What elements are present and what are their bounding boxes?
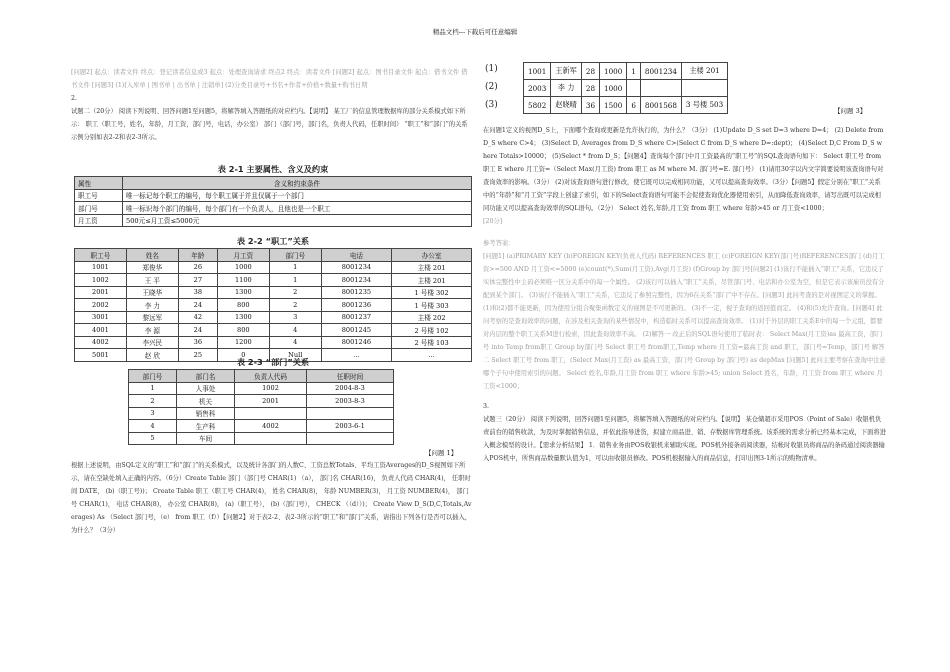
table-2-1-caption: 表 2-1 主要属性、含义及约束 — [217, 164, 329, 174]
table-header-cell: 办公室 — [392, 249, 472, 262]
table-body — [75, 261, 472, 361]
table-cell: 1001 — [75, 261, 127, 274]
table-cell: 8001568 — [640, 97, 681, 114]
table-header-row — [129, 370, 394, 383]
table-cell: 主楼 201 — [681, 63, 727, 80]
insert-rows-table — [523, 62, 728, 114]
table-row — [75, 274, 472, 287]
table-cell: 王新军 — [551, 63, 582, 80]
table-cell — [307, 432, 394, 445]
table-cell: 2001 — [75, 286, 127, 299]
table-cell: 5001 — [75, 349, 127, 362]
table-cell: 28 — [581, 63, 599, 80]
table-cell: 8001235 — [321, 286, 391, 299]
section-number: 2. — [71, 95, 78, 102]
table-2-3 — [128, 369, 394, 445]
table-cell: 2003-8-3 — [307, 395, 394, 408]
table-cell: 月工资 — [75, 214, 123, 227]
table-cell: 4 — [269, 324, 321, 337]
table-cell: 3 — [129, 407, 177, 420]
table-cell: 4002 — [75, 336, 127, 349]
row-label: (3) — [485, 100, 498, 110]
table-cell: 4001 — [75, 324, 127, 337]
table-cell: 3001 — [75, 311, 127, 324]
table-cell: 1000 — [217, 261, 269, 274]
table-row — [129, 395, 394, 408]
table-cell: 1001 — [524, 63, 551, 80]
question3-5-tail: [20分] — [483, 218, 503, 225]
table-row — [75, 214, 472, 227]
table-cell: 1100 — [217, 274, 269, 287]
right-column — [483, 124, 886, 572]
table-cell: 28 — [581, 80, 599, 97]
page-header: 精品文档---下载后可任意编辑 — [432, 28, 518, 36]
table-cell: 李 源 — [126, 324, 178, 337]
table-cell: 3 — [269, 311, 321, 324]
table-cell: 主楼 202 — [392, 311, 472, 324]
table-cell: 李兴民 — [126, 336, 178, 349]
table-cell: 机关 — [177, 395, 235, 408]
table-row — [129, 407, 394, 420]
table-cell: Null — [269, 349, 321, 362]
table-cell: 主楼 201 — [392, 274, 472, 287]
table-cell: 1000 — [600, 63, 627, 80]
table-cell: 36 — [581, 97, 599, 114]
table-row — [75, 286, 472, 299]
table-cell: 李 力 — [551, 80, 582, 97]
table-header-cell: 含义和约束条件 — [123, 177, 472, 190]
table-cell: 2003-6-1 — [307, 420, 394, 433]
table-cell: 3 号楼 503 — [681, 97, 727, 114]
table-2-2-caption: 表 2-2 “职工”关系 — [236, 236, 310, 246]
table-header-cell: 姓名 — [126, 249, 178, 262]
table-cell: 500元≤月工资≤5000元 — [123, 214, 472, 227]
table-cell — [235, 432, 307, 445]
table-cell — [307, 407, 394, 420]
question2-sql-text: 根据上述说明，由SQL定义的“职工”和“部门”的关系模式，以及统计各部门的人数C、工资总数Totals、平均工资Averages的D_S视图如下所示，请在空缺处填入正确的内容。（6分）Create Table 部门（部门号 CHAR(1) （a）， 部门名 CHAR(16)， 负责人代码 CHAR(4)， 任职时间 DATE， (b)（职工号))； Create Table 职工（职工号 CHAR(4)， 姓名 CHAR(8)， 年龄 NUMBER(3)， 月工资 NUMBER(4)， 部门号 CHAR(1)， 电话 CHAR(8)， 办公室 CHAR(8)， (a)（职工号）， (b)（部门号）， CHECK （（d））)； Create View D_S(D,C,Totals,Averages) As （Select 部门号，（e） from 职工（f））【问题2】对于表2-2、表2-3所示的“职工”和“部门”关系，请指出下列各行是否可以插入，为什么？（3分） — [71, 462, 472, 534]
table-cell: 郑俊华 — [126, 261, 178, 274]
table-cell: 1200 — [217, 336, 269, 349]
question1-tag: 【问题 1】 — [425, 449, 458, 457]
table-cell: 8001236 — [321, 299, 391, 312]
row-label: (2) — [485, 82, 498, 92]
table-row — [75, 311, 472, 324]
table-header-cell: 电话 — [321, 249, 391, 262]
table-cell: ... — [321, 349, 391, 362]
table-cell: 主楼 201 — [392, 261, 472, 274]
table-cell: 部门号 — [75, 202, 123, 215]
table-cell — [640, 80, 681, 97]
table-cell: 1300 — [217, 311, 269, 324]
table-body — [129, 382, 394, 445]
table-header-cell: 任职时间 — [307, 370, 394, 383]
question2-intro: 试题二（20分） 阅读下列说明、回答问题1至问题5，将解答填入答题纸的对应栏内。【说明】 某工厂的信息管理数据库的部分关系模式如下所示： 职工（职工号，姓名，年龄，月工资，部门号，电话，办公室） 部门（部门号，部门名，负责人代码，任职时间） “职工”和“部门”的关系示例分别如表2-2和表2-3所示。 — [71, 108, 468, 141]
table-cell: 黎远军 — [126, 311, 178, 324]
table-cell: 2 — [269, 286, 321, 299]
table-cell: 4 — [129, 420, 177, 433]
table-cell: 2 号楼 103 — [392, 336, 472, 349]
table-cell: 1500 — [600, 97, 627, 114]
table-cell: 8001246 — [321, 336, 391, 349]
table-header-cell: 部门名 — [177, 370, 235, 383]
table-header-cell: 月工资 — [217, 249, 269, 262]
table-row — [75, 324, 472, 337]
table-cell: 8001237 — [321, 311, 391, 324]
table-cell: 8001245 — [321, 324, 391, 337]
table-cell: 5 — [129, 432, 177, 445]
table-cell: 1 — [129, 382, 177, 395]
table-header-cell: 职工号 — [75, 249, 127, 262]
question3-5-text: 在问题1定义的视图D_S上，下面哪个查询或更新是允许执行的，为什么？（3分） (1)Update D_S set D=3 where D=4； (2) Delete from D_S where C>4； (3)Select D, Averages from D_S where C>(Select C from D_S where D=:dept)； (4)Select D,C From D_S where Totals>10000； (5)Select * from D_S；【问题4】查询每个部门中月工资最高的“职工号”的SQL查询语句如下： Select 职工号 from 职工 E where 月工资=（Select Max(月工资) from 职工 as M where M. 部门号=E. 部门号） (1)请用30字以内文字简要说明该查询语句对查询效率的影响。（3分） (2)对该查询语句进行修改，使它既可以完成相同功能，又可以提高查询效率。（3分）【问题5】假定分别在“职工”关系中的“年龄”和“月工资”字段上创建了索引，如下的Select查询语句可能不会促使查询优化器使用索引，从而降低查询效率，请写出既可以完成相同功能又可以提高查询效率的SQL语句。（2分） Select 姓名,年龄,月工资 from 职工 where 年龄>45 or 月工资<1000； — [483, 127, 884, 212]
table-cell: 36 — [178, 336, 217, 349]
table-cell: 25 — [178, 349, 217, 362]
table-row — [75, 336, 472, 349]
table-cell: 唯一标识每个部门的编号，每个部门有一个负责人，且他也是一个职工 — [123, 202, 472, 215]
question3-intro: 试题三（20分） 阅读下列说明，回答问题1至问题5，将解答填入答题纸的对应栏内。【说明】 某仓储超市采用POS（Point of Sale）收银机负责前台的销售收款，为及时掌握销售信息，并依此指导进货，拟建立商品进、销、存数据库管理系统。该系统的需求分析已经基本完成，下面将进入概念模型的设计。【需求分析结果】 1．销售业务由POS收银机来辅助实现。POS机外接条码阅读器，结帐时收银员将商品的条码通过阅读器输入POS机中，所售商品数量默认值为1，可以由收银员修改。POS机根据输入的商品信息，打印出图3-1所示的购物清单。 — [483, 416, 886, 462]
table-cell: 李 力 — [126, 299, 178, 312]
table-row — [524, 97, 728, 114]
table-header-row — [75, 177, 472, 190]
table-cell: 8001234 — [640, 63, 681, 80]
table-cell: 1000 — [600, 80, 627, 97]
table-cell: 唯一标记每个职工的编号，每个职工属于并且仅属于一个部门 — [123, 189, 472, 202]
table-cell: 销售科 — [177, 407, 235, 420]
table-row — [75, 189, 472, 202]
table-row — [75, 299, 472, 312]
table-cell: 4 — [269, 336, 321, 349]
table-cell — [627, 80, 641, 97]
table-cell: 800 — [217, 324, 269, 337]
row-label: (1) — [485, 64, 498, 74]
table-cell: 生产科 — [177, 420, 235, 433]
table-row — [129, 382, 394, 395]
table-cell: 5802 — [524, 97, 551, 114]
table-row — [129, 432, 394, 445]
table-cell: 1 — [627, 63, 641, 80]
table-cell: 2 — [129, 395, 177, 408]
table-cell: 2 号楼 102 — [392, 324, 472, 337]
table-header-row — [75, 249, 472, 262]
table-cell: 2004-8-3 — [307, 382, 394, 395]
table-cell: 38 — [178, 286, 217, 299]
table-cell: 1 号楼 303 — [392, 299, 472, 312]
answer-title: 参考答案： — [483, 240, 515, 247]
table-2-1 — [74, 176, 472, 227]
table-cell: 1300 — [217, 286, 269, 299]
table-cell: 42 — [178, 311, 217, 324]
table-cell: 王晓华 — [126, 286, 178, 299]
section-number: 3. — [483, 403, 490, 410]
table-cell — [681, 80, 727, 97]
table-2-3-caption: 表 2-3 “部门”关系 — [236, 357, 310, 367]
table-cell: 800 — [217, 299, 269, 312]
table-cell: 1002 — [235, 382, 307, 395]
table-cell: 1 号楼 302 — [392, 286, 472, 299]
table-cell: 车间 — [177, 432, 235, 445]
table-row — [75, 261, 472, 274]
table-cell: ... — [392, 349, 472, 362]
question2-body — [71, 459, 473, 589]
table-cell: 6 — [627, 97, 641, 114]
table-2-2 — [74, 248, 472, 362]
table-cell: 王 平 — [126, 274, 178, 287]
table-cell — [235, 407, 307, 420]
table-cell: 2002 — [75, 299, 127, 312]
table-cell: 人事处 — [177, 382, 235, 395]
table-header-cell: 部门号 — [269, 249, 321, 262]
table-cell: 0 — [217, 349, 269, 362]
table-header-cell: 属性 — [75, 177, 123, 190]
table-cell: 赵 欣 — [126, 349, 178, 362]
table-cell: 8001234 — [321, 274, 391, 287]
table-cell: 24 — [178, 324, 217, 337]
table-header-cell: 部门号 — [129, 370, 177, 383]
table-body — [524, 63, 728, 114]
table-cell: 24 — [178, 299, 217, 312]
table-cell: 2 — [269, 299, 321, 312]
table-row — [524, 63, 728, 80]
table-cell: 8001234 — [321, 261, 391, 274]
table-row — [129, 420, 394, 433]
table-header-cell: 年龄 — [178, 249, 217, 262]
answer-q1-text: [问题2] 起点：读者文件 终点：登记读者信息或3 起点：处理查询请求 终点2 终点：读者文件 [问题2] 起点：图书目录文件 起点：借书文件 借书文件 [问题3] (1)[入库单 | 图书单 | 出书单 | 注销单] (2)分类目录号+书名+作者+价格+数量+购书日期 — [71, 69, 468, 89]
table-row — [75, 202, 472, 215]
table-header-cell: 负责人代码 — [235, 370, 307, 383]
answer-text: [问题1] (a)PRIMARY KEY (b)FOREIGN KEY(负责人代码) REFERENCES 职工 (c)FOREIGN KEY(部门号)REFERENCES部门 (d)月工资>=500 AND 月工资<=5000 (e)count(*),Sum(月工资),Avg(月工资) (f)Group by 部门号[问题2] (1)该行不能插入“职工”关系，它违反了实体完整性中主码必须唯一区分关系中的每一个属性。 (2)该行可以插入“职工”关系，尽管部门号、电话和办公室为空，但是它表示该雇员没有分配到某个部门。 (3)该行不能插入“职工”关系，它违反了参照完整性，因为6在关系“部门”中不存在。[问题3] 此问考查的是对视图定义的掌握。 (1)和(2)都不能更新，因为使用分组合聚集函数定义的视图是不可更新的。 (3)不一定，视子查询的返回值而定。 (4)和(5)允许查询。[问题4] 此问考察的是查询效率的问题，在涉及相关查询的某些情况中，构造临时关系可以提高查询效率。 (1)对于外层的职工关系E中的每一个元组，都要对内层的整个职工关系M进行检索，因此查询效率不高。 (2)解答一 改正后的SQL语句使用了临时表： Select Max(月工资)as 最高工资，部门号 into Temp from职工 Group by部门号 Select 职工号 from职工,Temp where 月工资=最高工资 and 职工，部门号=Temp，部门号 解答二 Select 职工号 from 职工，(Select Max(月工资) as 最高工资，部门号 Group by 部门号) as depMax [问题5] 此问主要考察在查询中注意哪个子句中使用索引的问题。 Select 姓名,年龄,月工资 from 职工 where 年龄>45; union Select 姓名，年龄，月工资 from 职工 where 月工资<1000； — [483, 253, 886, 390]
table-cell: 职工号 — [75, 189, 123, 202]
table-row — [524, 80, 728, 97]
table-cell: 27 — [178, 274, 217, 287]
table-cell: 2001 — [235, 395, 307, 408]
table-cell: 赵晓晴 — [551, 97, 582, 114]
table-cell: 2003 — [524, 80, 551, 97]
table-cell: 4002 — [235, 420, 307, 433]
table-cell: 26 — [178, 261, 217, 274]
table-cell: 1 — [269, 274, 321, 287]
table-cell: 1 — [269, 261, 321, 274]
question3-tag: 【问题 3】 — [834, 107, 867, 115]
table-cell: 1002 — [75, 274, 127, 287]
